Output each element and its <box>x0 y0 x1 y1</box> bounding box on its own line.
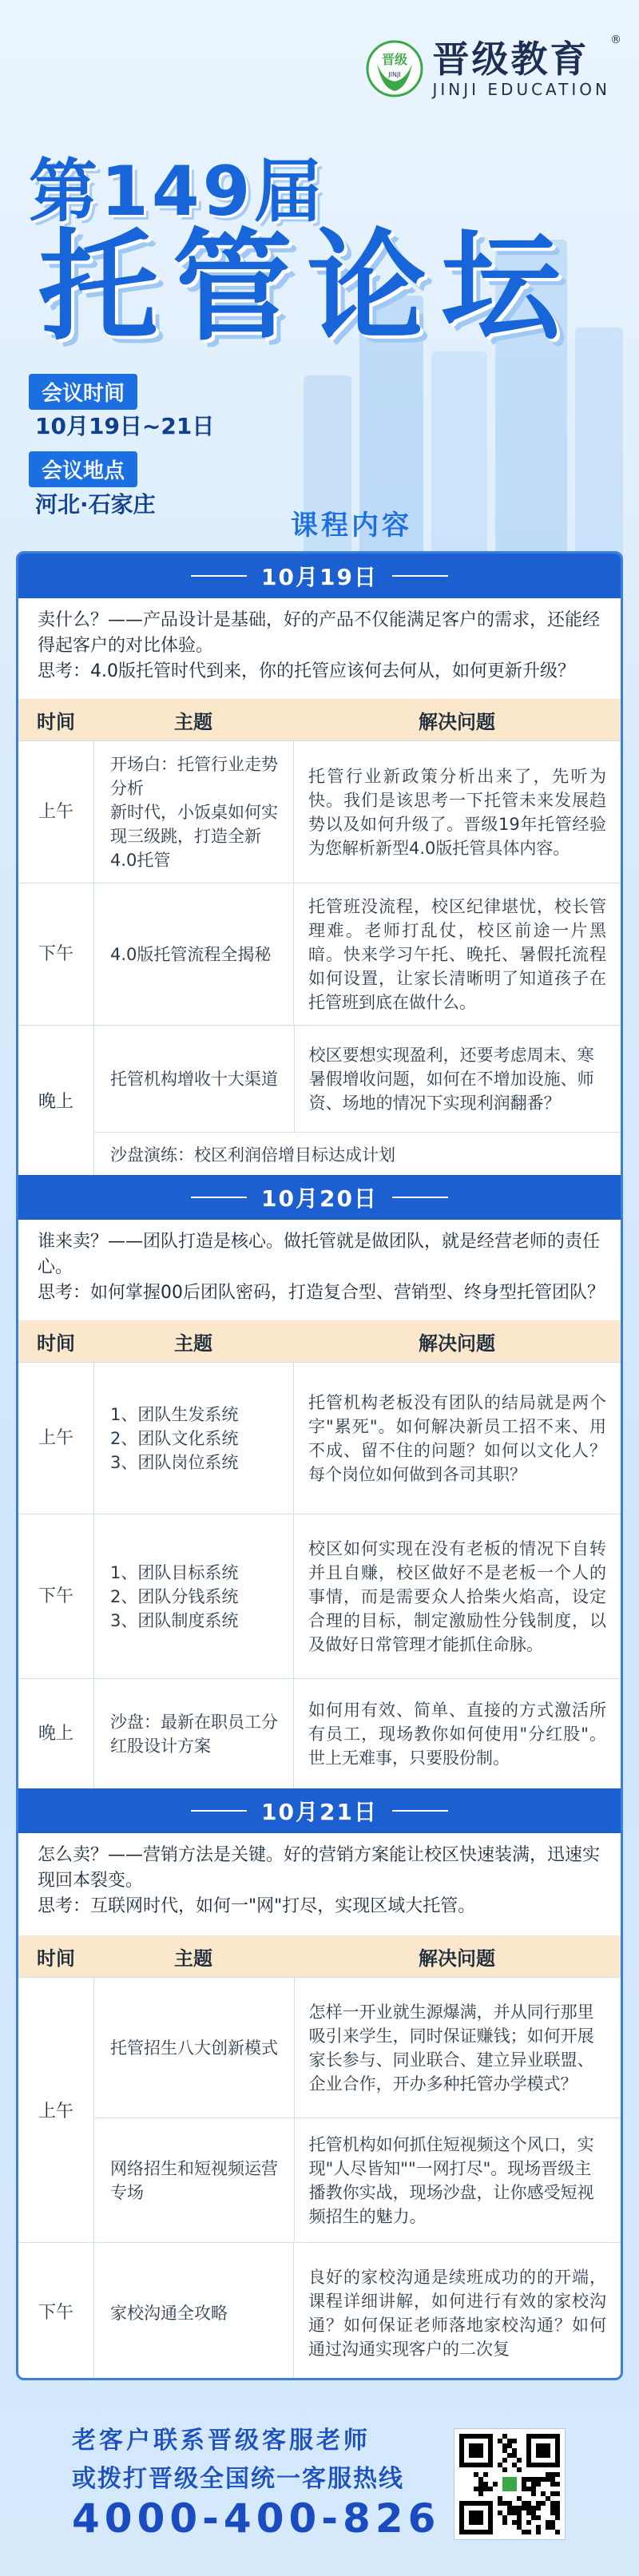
table-row: 下午 4.0版托管流程全揭秘 托管班没流程，校区纪律堪忧，校长管理难。老师打乱仗，校区前途一片黑暗。快来学习午托、晚托、暑假托流程如何设置，让家长清晰明了知道孩子在托管班到底在做什么。 <box>18 883 621 1025</box>
table-row: 下午 家校沟通全攻略 良好的家校沟通是续班成功的的开端，课程详细讲解，如何进行有效的家校沟通？如何保证老师落地家校沟通？如何通过沟通实现客户的二次复 <box>18 2242 621 2380</box>
table-header: 时间 主题 解决问题 <box>18 1320 621 1362</box>
place-value: 河北·石家庄 <box>35 491 156 518</box>
hotline-number[interactable]: 4000-400-826 <box>72 2495 441 2542</box>
table-header: 时间 主题 解决问题 <box>18 699 621 740</box>
table-row: 上午 1、团队生发系统 2、团队文化系统 3、团队岗位系统 托管机构老板没有团队的结局就是两个字"累死"。如何解决新员工招不来、用不成、留不住的问题？如何以文化人？每个岗位如何做到各司其职？ <box>18 1362 621 1514</box>
place-label: 会议地点 <box>29 451 137 487</box>
forum-title: 托管论坛 <box>38 218 576 357</box>
table-row: 托管招生八大创新模式 怎样一开业就生源爆满，并从同行那里吸引来学生，同时保证赚钱；如何开展家长参与、同业联合、建立异业联盟、企业合作，开办多种托管办学模式？ <box>93 1977 621 2118</box>
day-header: 10月20日 <box>18 1175 621 1220</box>
table-row: 网络招生和短视频运营专场 托管机构如何抓住短视频这个风口，实现"人尽皆知""一网打尽"。现场晋级主播教你实战，现场沙盘，让你感受短视频招生的魅力。 <box>93 2118 621 2242</box>
time-cell: 晚上 <box>18 1025 93 1175</box>
table-row: 托管机构增收十大渠道 校区要想实现盈利，还要考虑周末、寒暑假增收问题，如何在不增加设施、师资、场地的情况下实现利润翻番？ <box>93 1025 621 1132</box>
sandbox-row: 沙盘演练：校区利润倍增目标达成计划 <box>93 1132 621 1175</box>
day-intro: 谁来卖？——团队打造是核心。做托管就是做团队，就是经营老师的责任心。 思考：如何掌握00后团队密码，打造复合型、营销型、终身型托管团队？ <box>38 1232 605 1303</box>
schedule-card <box>16 551 623 2380</box>
svg-text:JINJI: JINJI <box>387 71 401 78</box>
time-value: 10月19日~21日 <box>35 413 215 439</box>
qr-code-icon <box>454 2428 566 2540</box>
edition-title: 第149届 <box>29 152 326 232</box>
registered-mark: ® <box>610 34 621 46</box>
footer-line-2: 或拨打晋级全国统一客服热线 <box>72 2465 404 2493</box>
section-title: 课程内容 <box>291 510 412 542</box>
logo-mark-icon <box>366 40 423 97</box>
time-label: 会议时间 <box>29 374 137 410</box>
day-intro: 怎么卖？——营销方法是关键。好的营销方案能让校区快速装满，迅速实现回本裂变。 思考：互联网时代，如何一"网"打尽，实现区域大托管。 <box>38 1845 601 1916</box>
table-header: 时间 主题 解决问题 <box>18 1935 621 1977</box>
svg-text:晋级: 晋级 <box>381 52 407 67</box>
footer-line-1: 老客户联系晋级客服老师 <box>72 2427 371 2455</box>
logo-text-cn: 晋级教育 <box>432 38 589 81</box>
table-row: 晚上 沙盘：最新在职员工分红股设计方案 如何用有效、简单、直接的方式激活所有员工，现场教你如何使用"分红股"。世上无难事，只要股份制。 <box>18 1678 621 1788</box>
time-cell: 上午 <box>18 1977 93 2242</box>
day-intro: 卖什么？——产品设计是基础，好的产品不仅能满足客户的需求，还能经得起客户的对比体验。 思考：4.0版托管时代到来，你的托管应该何去何从，如何更新升级？ <box>38 610 601 681</box>
brand-logo <box>366 34 621 99</box>
table-row: 下午 1、团队目标系统 2、团队分钱系统 3、团队制度系统 校区如何实现在没有老板的情况下自转并且自赚，校区做好不是老板一个人的事情，而是需要众人拾柴火焰高，设定合理的目标，制定激励性分钱制度，以及做好日常管理才能抓住命脉。 <box>18 1514 621 1678</box>
day-header: 10月19日 <box>18 554 621 598</box>
day-header: 10月21日 <box>18 1788 621 1833</box>
table-row: 上午 开场白：托管行业走势分析 新时代，小饭桌如何实现三级跳，打造全新4.0托管 托管行业新政策分析出来了，先听为快。我们是该思考一下托管未来发展趋势以及如何升级了。晋级19年托管经验为您解析新型4.0版托管具体内容。 <box>18 740 621 883</box>
logo-text-en: JINJI EDUCATION <box>432 80 610 99</box>
